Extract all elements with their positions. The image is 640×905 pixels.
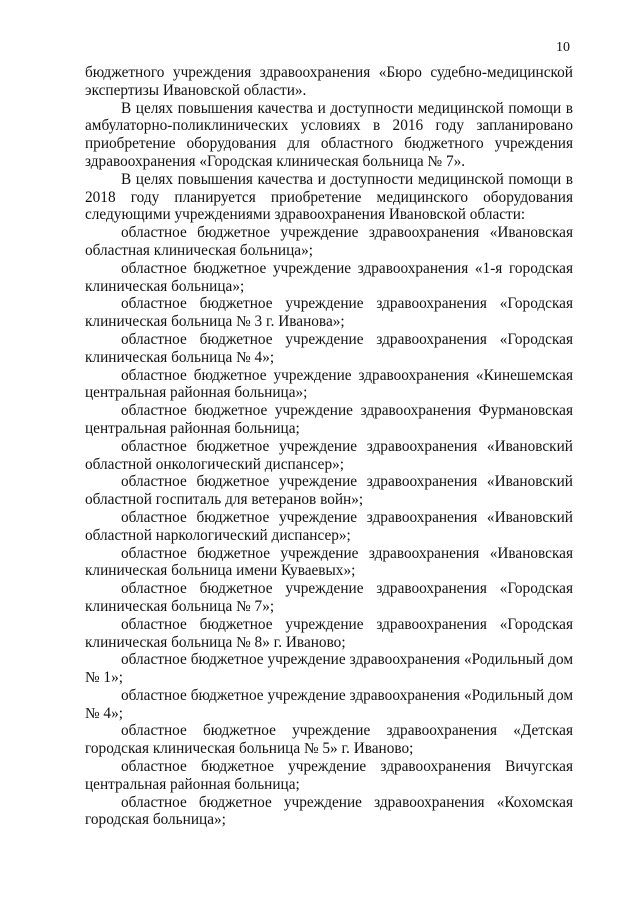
- list-item: областное бюджетное учреждение здравоохранения «Городская клиническая больница № 3 г. Иванова»;: [85, 295, 573, 331]
- page-number: 10: [556, 40, 570, 55]
- list-item: областное бюджетное учреждение здравоохранения «Городская клиническая больница № 8» г. Иваново;: [85, 615, 573, 651]
- list-item: областное бюджетное учреждение здравоохранения «Городская клиническая больница № 7»;: [85, 580, 573, 615]
- list-item: областное бюджетное учреждение здравоохранения «Родильный дом № 4»;: [85, 686, 573, 722]
- list-item: областное бюджетное учреждение здравоохранения Вичугская центральная районная больница;: [85, 758, 573, 793]
- paragraph-continuation: бюджетного учреждения здравоохранения «Бюро судебно-медицинской экспертизы Ивановской области».: [85, 64, 573, 99]
- paragraph-2018-intro: В целях повышения качества и доступности медицинской помощи в 2018 году планируется приобретение медицинского оборудования следующими учреждениями здравоохранения Ивановской области:: [85, 170, 573, 224]
- list-item: областное бюджетное учреждение здравоохранения «Родильный дом № 1»;: [85, 651, 573, 687]
- list-item: областное бюджетное учреждение здравоохранения «Ивановская областная клиническая больница»;: [85, 224, 573, 259]
- list-item: областное бюджетное учреждение здравоохранения «Кинешемская центральная районная больница»;: [85, 366, 573, 402]
- list-item: областное бюджетное учреждение здравоохранения «Кохомская городская больница»;: [85, 793, 573, 829]
- paragraph-2016-equipment: В целях повышения качества и доступности медицинской помощи в амбулаторно-поликлинических условиях в 2016 году запланировано приобретение оборудования для областного бюджетного учреждения здравоохранения «Городская клиническая больница № 7».: [85, 99, 573, 170]
- list-item: областное бюджетное учреждение здравоохранения «Ивановский областной наркологический диспансер»;: [85, 508, 573, 544]
- document-body: [85, 64, 573, 829]
- list-item: областное бюджетное учреждение здравоохранения «Ивановский областной онкологический диспансер»;: [85, 437, 573, 473]
- list-item: областное бюджетное учреждение здравоохранения «Детская городская клиническая больница № 5» г. Иваново;: [85, 722, 573, 758]
- list-item: областное бюджетное учреждение здравоохранения «1-я городская клиническая больница»;: [85, 259, 573, 295]
- list-item: областное бюджетное учреждение здравоохранения «Ивановская клиническая больница имени Куваевых»;: [85, 544, 573, 580]
- list-item: областное бюджетное учреждение здравоохранения Фурмановская центральная районная больница;: [85, 402, 573, 437]
- list-item: областное бюджетное учреждение здравоохранения «Городская клиническая больница № 4»;: [85, 330, 573, 366]
- list-item: областное бюджетное учреждение здравоохранения «Ивановский областной госпиталь для ветеранов войн»;: [85, 473, 573, 509]
